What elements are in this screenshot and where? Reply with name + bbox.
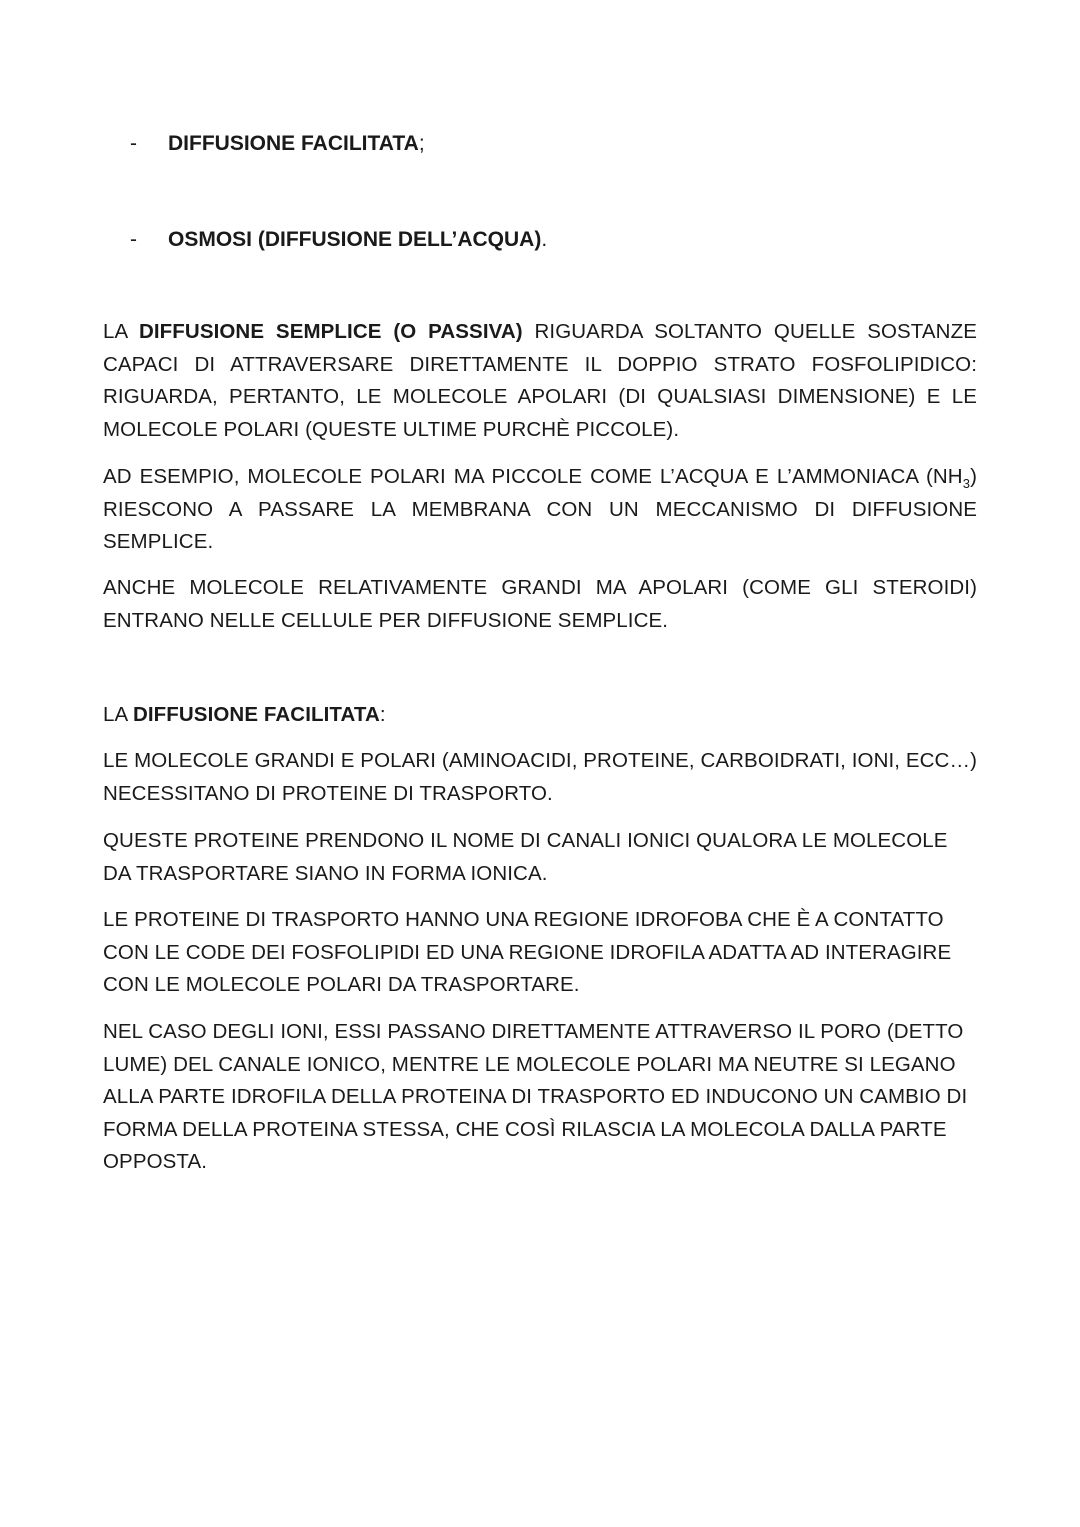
subscript: 3 <box>962 476 971 492</box>
text-run: LA <box>103 320 139 343</box>
section-heading-diffusione-facilitata <box>103 699 977 732</box>
paragraph-ioni-poro: NEL CASO DEGLI IONI, ESSI PASSANO DIRETTAMENTE ATTRAVERSO IL PORO (DETTO LUME) DEL CANALE IONICO, MENTRE LE MOLECOLE POLARI MA NEUTRE SI LEGANO ALLA PARTE IDROFILA DELLA PROTEINA DI TRASPORTO ED INDUCONO UN CAMBIO DI FORMA DELLA PROTEINA STESSA, CHE COSÌ RILASCIA LA MOLECOLA DALLA PARTE OPPOSTA. <box>103 1020 968 1173</box>
bullet-dash: - <box>130 132 137 155</box>
text-run: ) RIESCONO A PASSARE LA MEMBRANA CON UN MECCANISMO DI DIFFUSIONE SEMPLICE. <box>103 465 977 553</box>
bullet-bold-text: OSMOSI (DIFFUSIONE DELL’ACQUA) <box>168 228 542 251</box>
bold-term: DIFFUSIONE FACILITATA <box>132 703 380 726</box>
paragraph-canali-ionici: QUESTE PROTEINE PRENDONO IL NOME DI CANALI IONICI QUALORA LE MOLECOLE DA TRASPORTARE SIANO IN FORMA IONICA. <box>103 829 948 885</box>
bullet-dash: - <box>130 228 137 251</box>
paragraph-regioni-proteine: LE PROTEINE DI TRASPORTO HANNO UNA REGIONE IDROFOBA CHE È A CONTATTO CON LE CODE DEI FOSFOLIPIDI ED UNA REGIONE IDROFILA ADATTA AD INTERAGIRE CON LE MOLECOLE POLARI DA TRASPORTARE. <box>103 908 952 996</box>
bullet-bold-text: DIFFUSIONE FACILITATA <box>168 132 419 155</box>
text-run: RIGUARDA SOLTANTO QUELLE SOSTANZE CAPACI DI ATTRAVERSARE DIRETTAMENTE IL DOPPIO STRATO FOSFOLIPIDICO: RIGUARDA, PERTANTO, LE MOLECOLE APOLARI (DI QUALSIASI DIMENSIONE) E LE MOLECOLE POLARI (QUESTE ULTIME PURCHÈ PICCOLE). <box>103 320 977 441</box>
paragraph-diffusione-semplice <box>103 316 977 446</box>
bullet-text <box>168 224 547 256</box>
bullet-punctuation: . <box>541 228 548 251</box>
text-run: LA <box>103 703 133 726</box>
paragraph-steroidi: ANCHE MOLECOLE RELATIVAMENTE GRANDI MA APOLARI (COME GLI STEROIDI) ENTRANO NELLE CELLULE PER DIFFUSIONE SEMPLICE. <box>103 576 977 632</box>
bullet-punctuation: ; <box>418 132 425 155</box>
text-run: AD ESEMPIO, MOLECOLE POLARI MA PICCOLE COME L’ACQUA E L’AMMONIACA (NH <box>103 465 963 488</box>
text-run: : <box>379 703 386 726</box>
bullet-text <box>168 128 425 160</box>
paragraph-molecole-grandi: LE MOLECOLE GRANDI E POLARI (AMINOACIDI, PROTEINE, CARBOIDRATI, IONI, ECC…) NECESSITANO DI PROTEINE DI TRASPORTO. <box>103 749 977 805</box>
bold-term: DIFFUSIONE SEMPLICE (O PASSIVA) <box>138 320 523 343</box>
paragraph-esempio-ammoniaca <box>103 461 977 559</box>
